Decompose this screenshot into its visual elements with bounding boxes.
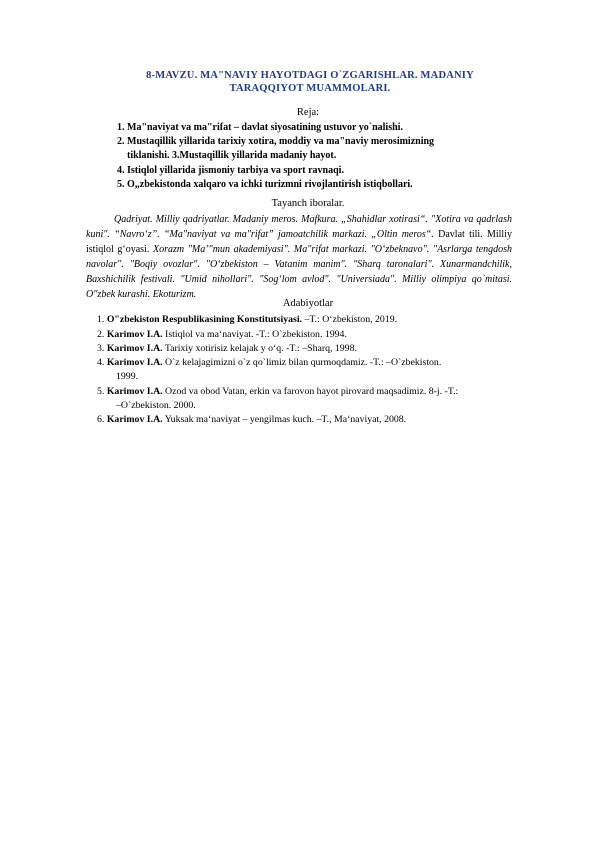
plan-item-text: Istiqlol yillarida jismoniy tarbiya va sport ravnaqi.: [127, 165, 344, 176]
references-heading: Adabiyotlar: [282, 298, 334, 309]
topic-title-line-2: TARAQQIYOT MUAMMOLARI.: [229, 83, 391, 94]
reference-item: [97, 329, 347, 340]
reference-text: –O`zbekiston. 2000.: [116, 400, 196, 411]
reference-text: Ozod va obod Vatan, erkin va farovon hayot pirovard maqsadimiz. 8-j. -T.:: [162, 386, 459, 397]
reference-item: [97, 343, 357, 354]
plan-item-text: tiklanishi. 3.Mustaqillik yillarida madaniy hayot.: [127, 150, 337, 161]
reference-number: 3.: [97, 343, 105, 354]
plan-item-text: O„zbekistonda xalqaro va ichki turizmni rivojlantirish istiqbollari.: [127, 179, 413, 190]
reference-author: O"zbekiston Respublikasining Konstitutsiyasi.: [106, 314, 302, 325]
plan-item: [117, 179, 413, 190]
plan-item-number: 4.: [117, 165, 125, 176]
reference-item: [97, 414, 406, 425]
plan-item: [117, 150, 336, 161]
reference-text: –T.: O‘zbekiston, 2019.: [302, 314, 398, 325]
plan-item-text: Ma"naviyat va ma"rifat – davlat siyosatining ustuvor yo`nalishi.: [127, 122, 403, 133]
reference-text: Yuksak ma‘naviyat – yengilmas kuch. –T., Ma‘naviyat, 2008.: [162, 414, 407, 425]
reference-item: [97, 357, 441, 368]
reference-author: Karimov I.A.: [106, 414, 163, 425]
reference-item: [97, 314, 397, 325]
reference-text: Tarixiy xotirisiz kelajak y o‘q. -T.: –Sharq, 1998.: [162, 343, 357, 354]
reference-number: 1.: [97, 314, 105, 325]
reference-number: 5.: [97, 386, 105, 397]
reference-item: [97, 386, 458, 397]
plan-heading: Reja:: [296, 107, 320, 118]
reference-text: O`z kelajagimizni o`z qo`limiz bilan qurmoqdamiz. -T.: –O`zbekiston.: [162, 357, 442, 368]
reference-text: Istiqlol va ma‘naviyat. -T.: O`zbekiston. 1994.: [162, 329, 347, 340]
keywords-text-regular: Davlat tili. Milliy istiqlol g‘oyasi.: [86, 229, 512, 255]
keywords-heading: Tayanch iboralar.: [271, 198, 345, 209]
plan-item-number: 5.: [117, 179, 125, 190]
keywords-text-italic: Xorazm "Ma’"mun akademiyasi". Ma"rifat markazi. "O‘zbeknavo". "Asrlarga tengdosh navolar". "Boqiy ovozlar". "O‘zbekiston – Vatanim manim". "Sharq taronalari". Xunarmandchilik, Baxshichilik festivali. "Umid nihollari". "Sog‘lom avlod". "Universiada". Milliy olimpiya qo`mitasi. O"zbek kurashi. Ekoturizm.: [86, 244, 512, 300]
reference-number: 4.: [97, 357, 105, 368]
reference-author: Karimov I.A.: [106, 357, 163, 368]
reference-author: Karimov I.A.: [106, 343, 163, 354]
plan-item-number: 2.: [117, 136, 125, 147]
reference-number: 6.: [97, 414, 105, 425]
reference-number: 2.: [97, 329, 105, 340]
reference-continuation: [116, 371, 138, 382]
topic-title-line-1: 8-MAVZU. MA"NAVIY HAYOTDAGI O`ZGARISHLAR. MADANIY: [146, 70, 474, 81]
plan-item: [117, 122, 403, 133]
plan-item-text: Mustaqillik yillarida tarixiy xotira, moddiy va ma"naviy merosimizning: [127, 136, 435, 147]
reference-continuation: [116, 400, 196, 411]
reference-author: Karimov I.A.: [106, 386, 163, 397]
plan-item: [117, 165, 344, 176]
keywords-text-italic: Qadriyat. Milliy qadriyatlar. Madaniy meros. Mafkura. „Shahidlar xotirasi“. "Xotira va qadrlash kuni". “Navro‘z”. “Ma"naviyat va ma"rifat” jamoatchilik markazi. „Oltin meros“.: [86, 214, 512, 240]
plan-item: [117, 136, 434, 147]
plan-item-number: 1.: [117, 122, 125, 133]
reference-author: Karimov I.A.: [106, 329, 163, 340]
reference-text: 1999.: [116, 371, 139, 382]
keywords-paragraph: [86, 212, 512, 302]
